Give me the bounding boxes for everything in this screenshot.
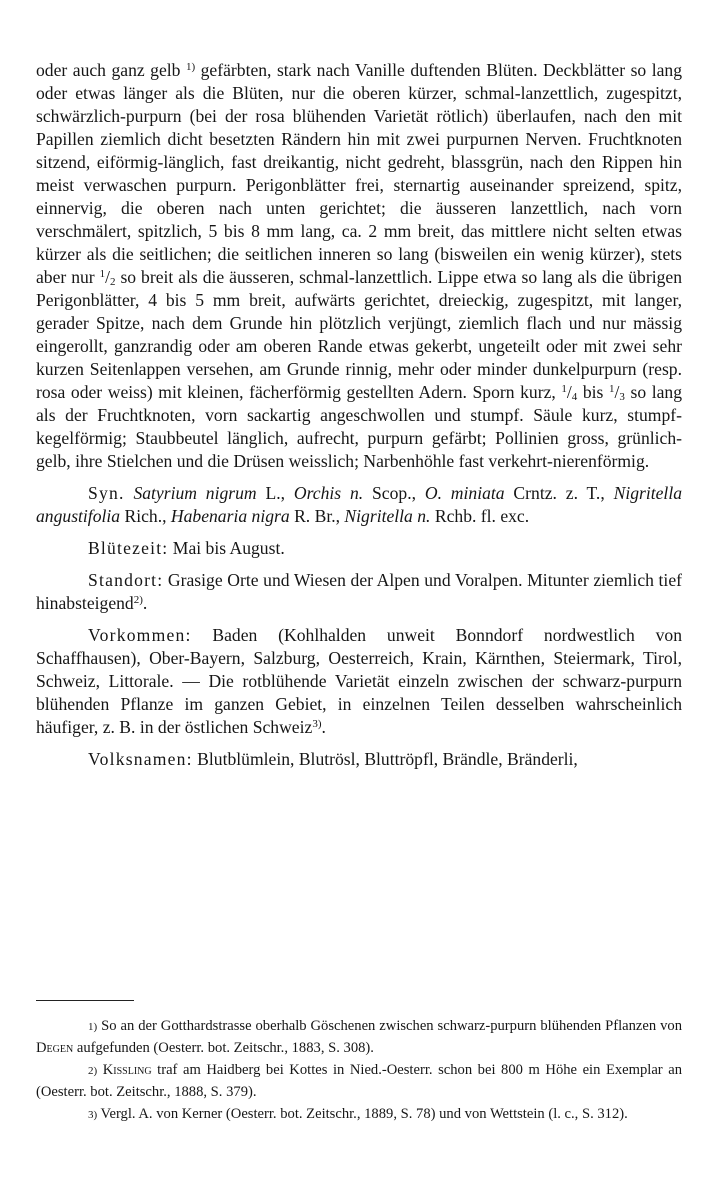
text-run: R. Br., bbox=[289, 506, 345, 526]
habitat-paragraph bbox=[36, 569, 682, 615]
text-run: Crntz. z. T., bbox=[504, 483, 614, 503]
text-run: Scop., bbox=[363, 483, 425, 503]
fraction-one-quarter: $^1/_4$ bbox=[561, 382, 578, 403]
taxon-name: O. miniata bbox=[424, 483, 505, 503]
footnote-marker: 2) bbox=[88, 1065, 98, 1077]
text-run: Vergl. A. von Kerner (Oesterr. bot. Zeitschr., 1889, S. 78) und von Wettstein (l. c., S. 312). bbox=[97, 1106, 628, 1122]
text-run: So an der Gotthardstrasse oberhalb Göschenen zwischen schwarz-purpurn blühenden Pflanzen von bbox=[97, 1018, 682, 1034]
text-run: Grasige Orte und Wiesen der Alpen und Voralpen. Mitunter ziemlich tief hinabsteigend bbox=[36, 570, 682, 613]
footnote-ref-1: 1) bbox=[185, 61, 196, 73]
habitat-label: Standort: bbox=[88, 570, 164, 590]
footnotes bbox=[36, 1016, 682, 1128]
footnote-divider bbox=[36, 1000, 134, 1001]
author-name: Kissling bbox=[102, 1062, 152, 1078]
text-run: oder auch ganz gelb bbox=[36, 60, 186, 80]
synonyms-paragraph bbox=[36, 482, 682, 528]
text-run: Rich., bbox=[120, 506, 171, 526]
taxon-name: Satyrium nigrum bbox=[133, 483, 257, 503]
text-run: L., bbox=[256, 483, 294, 503]
common-names-label: Volksnamen: bbox=[88, 749, 193, 769]
text-run: . bbox=[321, 717, 326, 737]
taxon-name: Orchis n. bbox=[293, 483, 364, 503]
synonyms-label: Syn. bbox=[88, 483, 125, 503]
text-run: Blutblümlein, Blutrösl, Bluttröpfl, Brändle, Bränderli, bbox=[192, 749, 578, 769]
occurrence-paragraph bbox=[36, 624, 682, 739]
text-run: aufgefunden (Oesterr. bot. Zeitschr., 1883, S. 308). bbox=[73, 1039, 374, 1056]
flowering-time-paragraph bbox=[36, 537, 682, 560]
flowering-time-label: Blütezeit: bbox=[88, 538, 169, 558]
footnote-2 bbox=[36, 1060, 682, 1102]
footnote-marker: 3) bbox=[88, 1109, 98, 1121]
text-run: . bbox=[142, 593, 148, 613]
main-text bbox=[36, 59, 682, 771]
text-run: Rchb. fl. exc. bbox=[430, 506, 530, 526]
footnote-3 bbox=[36, 1104, 682, 1126]
author-name: Degen bbox=[36, 1039, 74, 1056]
fraction-one-half: $^1/_2$ bbox=[99, 267, 116, 288]
footnote-marker: 1) bbox=[88, 1021, 98, 1033]
taxon-name: Nigritella angustifolia bbox=[36, 483, 683, 526]
footnote-1 bbox=[36, 1016, 682, 1058]
common-names-paragraph bbox=[36, 748, 682, 771]
text-run: Mai bis August. bbox=[168, 538, 285, 558]
text-run: bis bbox=[577, 382, 609, 402]
text-run: Baden (Kohlhalden unweit Bonndorf nordwestlich von Schaffhausen), Ober-Bayern, Salzburg, Oesterreich, Krain, Kärnthen, Steiermark, Tirol, Schweiz, Littorale. — Die rotblühende Varietät einzeln zwischen der schwarz-purpurn blühenden Pflanze im ganzen Gebiet, in einzelnen Teilen desselben wahrscheinlich häufiger, z. B. in der östlichen Schweiz bbox=[36, 625, 682, 737]
text-run: gefärbten, stark nach Vanille duftenden Blüten. Deckblätter so lang oder etwas länger als die Blüten, nur die oberen kürzer, schmal-lanzettlich, zugespitzt, schwärzlich-purpurn (bei der rosa blühenden Varietät rötlich) überlaufen, nach den mit Papillen ziemlich dicht besetzten Rändern hin mit zwei purpurnen Nerven. Fruchtknoten sitzend, eiförmig-länglich, fast dreikantig, nicht gedreht, blassgrün, nach den Rippen hin meist verwaschen purpurn. Perigonblätter frei, sternartig auseinander spreizend, spitz, einnervig, die oberen nach unten gerichtet; die äusseren lanzettlich, nach vorn verschmälert, spitzlich, 5 bis 8 mm lang, ca. 2 mm breit, das mittlere nicht selten etwas kürzer als die seitlichen; die seitlichen inneren so lang (bisweilen ein wenig kürzer), stets aber nur bbox=[36, 60, 682, 287]
description-paragraph bbox=[36, 59, 682, 473]
taxon-name: Nigritella n. bbox=[344, 506, 431, 526]
taxon-name: Habenaria nigra bbox=[170, 506, 290, 526]
footnote-ref-3: 3) bbox=[312, 718, 322, 730]
text-run: so breit als die äusseren, schmal-lanzettlich. Lippe etwa so lang als die übrigen Perigonblätter, 4 bis 5 mm breit, aufwärts gerichtet, dreieckig, zugespitzt, mit langer, gerader Spitze, nach dem Grunde hin plötzlich verjüngt, ziemlich flach und nur mässig eingerollt, ganzrandig oder am oberen Rande etwas gekerbt, ungeteilt oder mit zwei sehr kurzen Seitenlappen versehen, am Grunde rinnig, mehr oder minder dunkelpurpurn (resp. rosa oder weiss) mit kleinen, fächerförmig gestellten Adern. Sporn kurz, bbox=[36, 267, 682, 402]
text-run: traf am Haidberg bei Kottes in Nied.-Oesterr. schon bei 800 m Höhe ein Exemplar an (Oesterr. bot. Zeitschr., 1888, S. 379). bbox=[36, 1062, 682, 1100]
text-run: so lang als der Fruchtknoten, vorn sackartig angeschwollen und stumpf. Säule kurz, stumpf-kegelförmig; Staubbeutel länglich, aufrecht, purpurn gefärbt; Pollinien gross, grünlich-gelb, ihre Stielchen und die Drüsen weisslich; Narbenhöhle fast verkehrt-nierenförmig. bbox=[36, 382, 682, 471]
occurrence-label: Vorkommen: bbox=[88, 625, 192, 645]
footnote-ref-2: 2) bbox=[133, 594, 143, 606]
fraction-one-third: $^1/_3$ bbox=[609, 382, 625, 403]
